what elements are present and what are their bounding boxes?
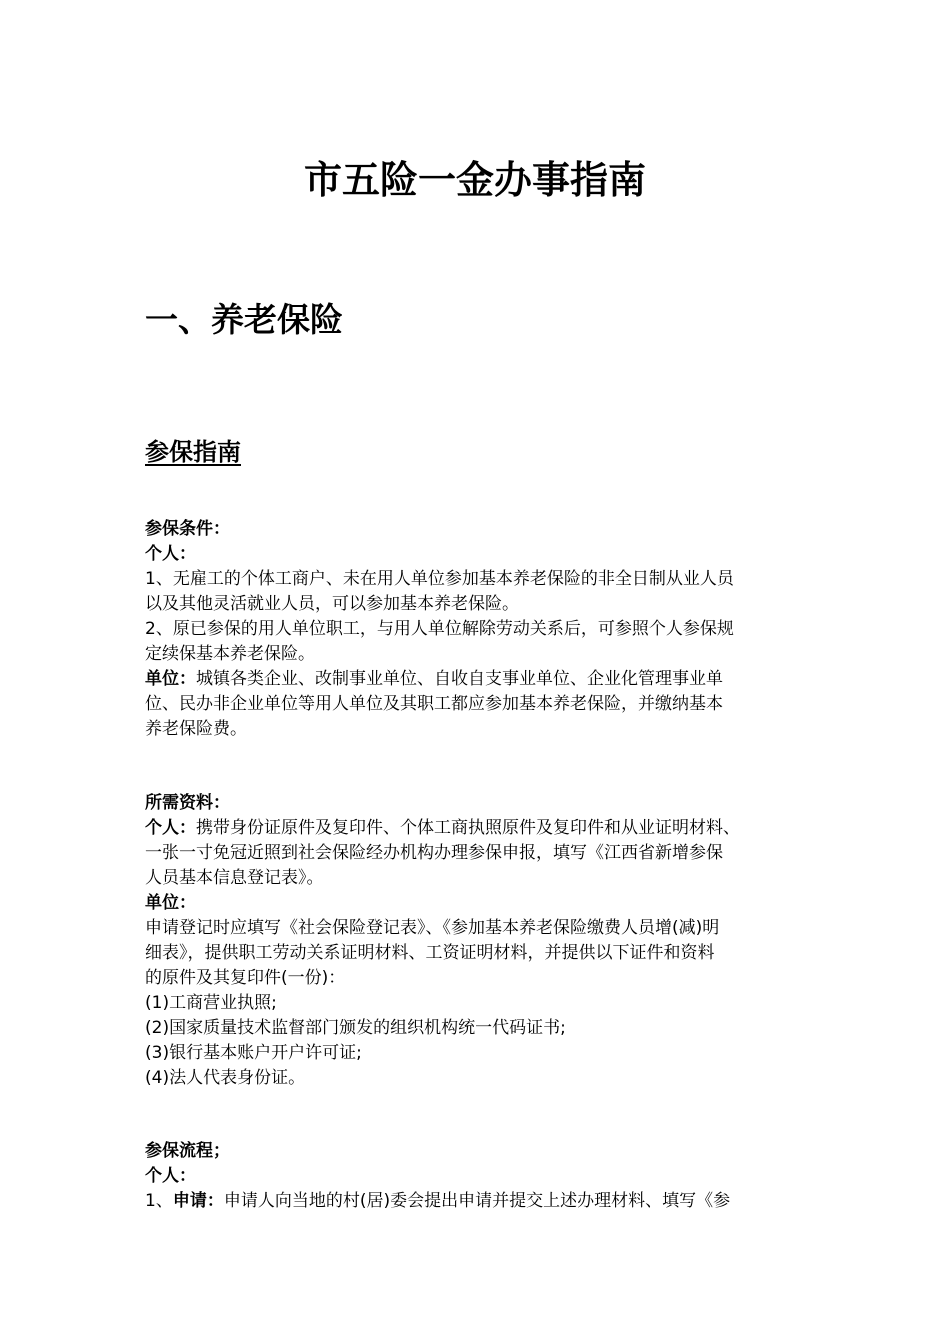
materials-list-item: (3)银行基本账户开户许可证; [145,1043,362,1063]
process-step-label: 申请： [172,1191,224,1211]
process-step-number: 1、 [145,1191,173,1211]
materials-list-item: (1)工商营业执照; [145,993,277,1013]
materials-individual-label: 个人： [145,818,196,838]
document-title: 市五险一金办事指南 [303,158,646,202]
process-heading: 参保流程； [145,1141,230,1161]
conditions-line: 养老保险费。 [145,719,247,739]
conditions-line: 2、原已参保的用人单位职工，与用人单位解除劳动关系后，可参照个人参保规 [145,619,734,639]
materials-unit-label: 单位： [145,893,196,913]
materials-heading: 所需资料： [145,793,230,813]
enrollment-conditions [145,517,825,742]
enrollment-process [145,1139,825,1214]
materials-line: 的原件及其复印件(一份)： [145,968,346,988]
conditions-unit-text: 城镇各类企业、改制事业单位、自收自支事业单位、企业化管理事业单 [196,669,723,689]
materials-line: 人员基本信息登记表》。 [145,868,324,888]
conditions-unit-label: 单位： [145,669,196,689]
conditions-line: 位、民办非企业单位等用人单位及其职工都应参加基本养老保险，并缴纳基本 [145,694,723,714]
conditions-individual-label: 个人： [145,544,196,564]
materials-list-item: (2)国家质量技术监督部门颁发的组织机构统一代码证书; [145,1018,566,1038]
conditions-line: 1、无雇工的个体工商户、未在用人单位参加基本养老保险的非全日制从业人员 [145,569,734,589]
materials-line: 申请登记时应填写《社会保险登记表》、《参加基本养老保险缴费人员增(减)明 [145,918,720,938]
materials-individual-line [145,816,825,841]
process-individual-label: 个人： [145,1166,196,1186]
materials-individual-text: 携带身份证原件及复印件、个体工商执照原件及复印件和从业证明材料、 [196,818,740,838]
materials-line: 一张一寸免冠近照到社会保险经办机构办理参保申报，填写《江西省新增参保 [145,843,723,863]
materials-list-item: (4)法人代表身份证。 [145,1068,306,1088]
process-step-1 [145,1189,825,1214]
materials-line: 细表》，提供职工劳动关系证明材料、工资证明材料，并提供以下证件和资料 [145,943,715,963]
required-materials [145,791,825,1091]
conditions-heading: 参保条件： [145,519,230,539]
conditions-line: 以及其他灵活就业人员，可以参加基本养老保险。 [145,594,519,614]
section-heading-pension: 一、养老保险 [145,300,343,339]
conditions-line: 定续保基本养老保险。 [145,644,315,664]
conditions-unit-line [145,667,825,692]
sub-heading-enrollment-guide: 参保指南 [145,438,241,466]
process-step-text: 申请人向当地的村(居)委会提出申请并提交上述办理材料、填写《参 [223,1191,731,1211]
